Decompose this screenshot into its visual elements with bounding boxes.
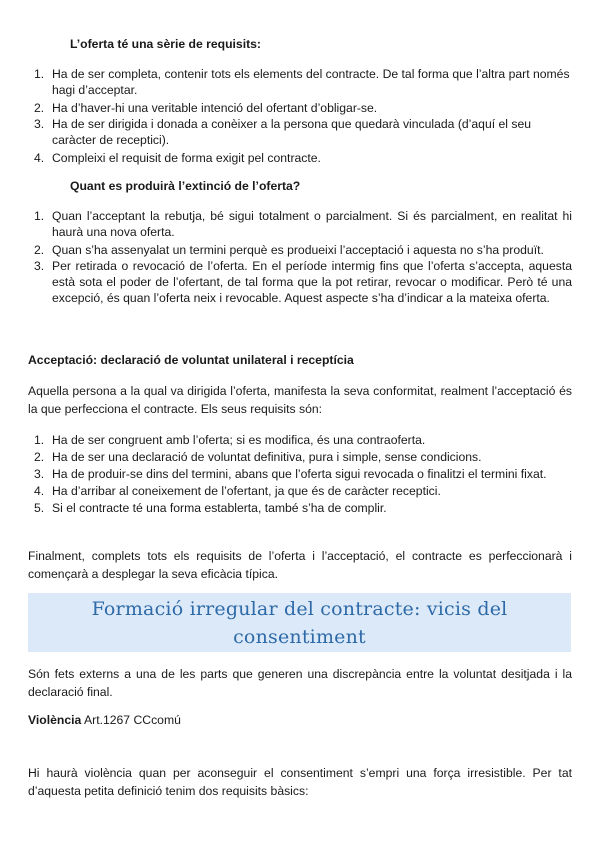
list-text: Ha de ser completa, contenir tots els elements del contracte. De tal forma que l’altra part només hagi d’acceptar. (52, 67, 570, 97)
banner-line-1: Formació irregular del contracte: vicis del (91, 598, 508, 620)
list-number: 3. (34, 467, 45, 481)
offer-extinction-list (28, 208, 572, 306)
list-text: Quan l’acceptant la rebutja, bé sigui totalment o parcialment. Si és parcialment, en realitat hi haurà una nova oferta. (52, 209, 572, 239)
list-item (28, 150, 572, 166)
violence-line (28, 712, 181, 728)
list-number: 5. (34, 501, 45, 515)
list-text: Ha de ser dirigida i donada a conèixer a la persona que quedarà vinculada (d’aquí el seu caràcter de receptici). (52, 117, 532, 147)
list-text: Ha de ser congruent amb l’oferta; si es modifica, és una contraoferta. (52, 433, 426, 447)
violence-ref: Art.1267 CCcomú (81, 713, 181, 727)
list-item (28, 466, 572, 482)
list-number: 3. (34, 259, 45, 273)
heading-offer-requirements: L’oferta té una sèrie de requisits: (70, 37, 261, 51)
list-number: 4. (34, 484, 45, 498)
list-item (28, 500, 572, 516)
list-text: Ha de produir-se dins del termini, abans que l’oferta sigui revocada o finalitzi el termini fixat. (52, 467, 547, 481)
list-number: 2. (34, 450, 45, 464)
acceptance-requirements-list (28, 432, 572, 516)
list-item (28, 242, 572, 258)
list-text: Quan s’ha assenyalat un termini perquè es produeixi l’acceptació i aquesta no s’ha produït. (52, 243, 544, 257)
list-item (28, 208, 572, 240)
list-number: 3. (34, 117, 45, 131)
list-item (28, 432, 572, 448)
list-item (28, 66, 572, 98)
list-item (28, 483, 572, 499)
list-number: 2. (34, 101, 45, 115)
list-text: Compleixi el requisit de forma exigit pel contracte. (52, 151, 321, 165)
acceptance-intro: Aquella persona a la qual va dirigida l’oferta, manifesta la seva conformitat, realment l’acceptació és la que perfecciona el contracte. Els seus requisits són: (28, 384, 572, 416)
list-item (28, 100, 572, 116)
banner-line-2: consentiment (233, 626, 366, 648)
violence-definition: Hi haurà violència quan per aconseguir el consentiment s’empri una força irresistible. Per tat d’aquesta petita definició tenim dos requisits bàsics: (28, 766, 572, 798)
list-number: 1. (34, 433, 45, 447)
list-text: Ha d’haver-hi una veritable intenció del ofertant d’obligar-se. (52, 101, 378, 115)
list-item (28, 449, 572, 465)
offer-requirements-list (28, 66, 572, 166)
heading-offer-extinction: Quant es produirà l’extinció de l’oferta? (70, 179, 301, 193)
list-text: Per retirada o revocació de l’oferta. En el període intermig fins que l’oferta s’accepta, aquesta està sota el poder de l’ofertant, de tal forma que la pot retirar, revocar o modificar. Però té una excepció, és quan l’oferta neix i revocable. Aquest aspecte s’ha d’indicar a la mateixa oferta. (52, 259, 572, 305)
violence-label: Violència (28, 713, 82, 727)
list-text: Ha de ser una declaració de voluntat definitiva, pura i simple, sense condicions. (52, 450, 482, 464)
list-text: Ha d’arribar al coneixement de l’ofertant, ja que és de caràcter receptici. (52, 484, 441, 498)
vices-intro: Són fets externs a una de les parts que generen una discrepància entre la voluntat desitjada i la declaració final. (28, 667, 572, 699)
list-number: 1. (34, 209, 45, 223)
list-item (28, 116, 572, 148)
list-number: 2. (34, 243, 45, 257)
heading-acceptance: Acceptació: declaració de voluntat unilateral i receptícia (28, 353, 354, 367)
acceptance-closing: Finalment, complets tots els requisits de l’oferta i l’acceptació, el contracte es perfeccionarà i començarà a desplegar la seva eficàcia típica. (28, 549, 572, 581)
list-item (28, 258, 572, 306)
list-number: 1. (34, 67, 45, 81)
section-banner-heading (28, 593, 571, 652)
list-text: Si el contracte té una forma establerta, també s’ha de complir. (52, 501, 387, 515)
list-number: 4. (34, 151, 45, 165)
